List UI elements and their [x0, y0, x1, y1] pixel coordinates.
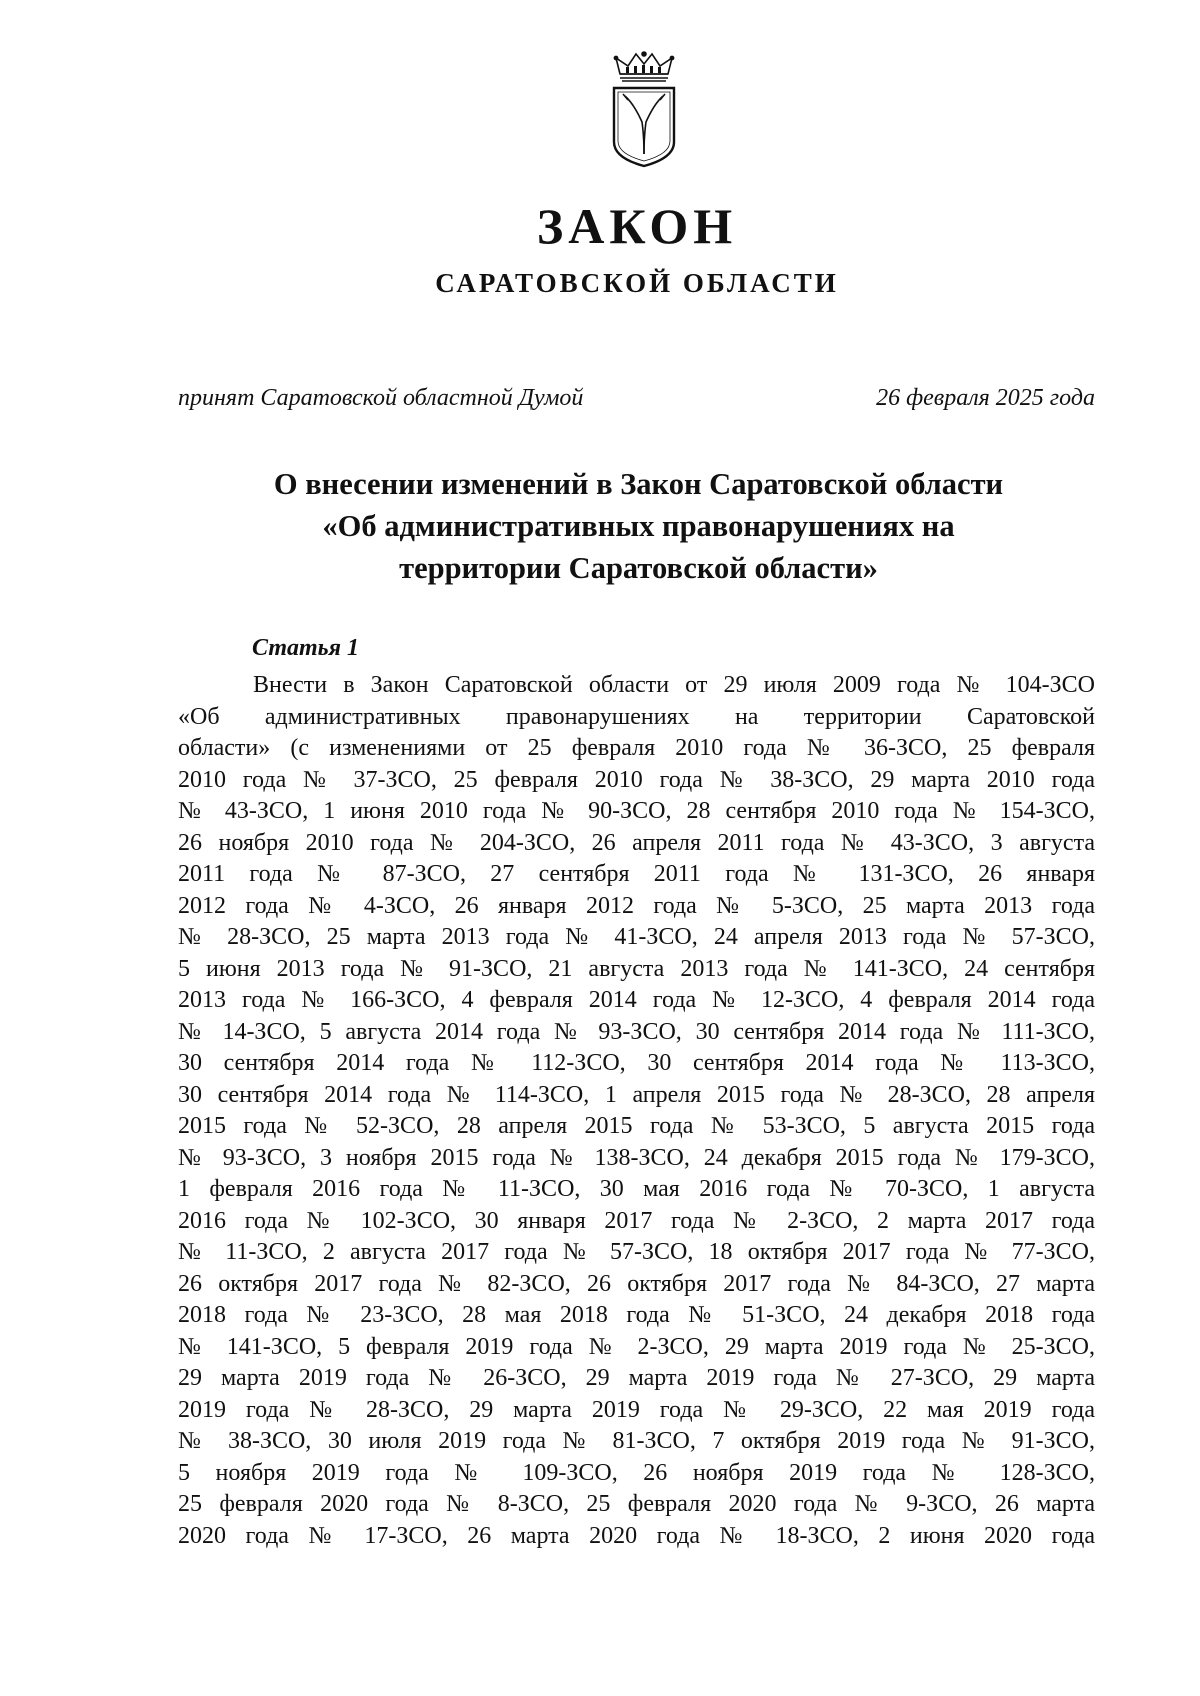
body-line: № 38-ЗСО, 30 июля 2019 года № 81-ЗСО, 7 октября 2019 года № 91-ЗСО, — [178, 1428, 1095, 1454]
law-heading — [160, 463, 1117, 589]
body-line: 26 октября 2017 года № 82-ЗСО, 26 октября 2017 года № 84-ЗСО, 27 марта — [178, 1270, 1095, 1297]
body-line: 25 февраля 2020 года № 8-ЗСО, 25 февраля 2020 года № 9-ЗСО, 26 марта — [178, 1491, 1095, 1517]
document-title: ЗАКОН — [536, 198, 738, 254]
body-line: № 43-ЗСО, 1 июня 2010 года № 90-ЗСО, 28 сентября 2010 года № 154-ЗСО, — [178, 798, 1095, 824]
body-line: 2013 года № 166-ЗСО, 4 февраля 2014 года № 12-ЗСО, 4 февраля 2014 года — [178, 987, 1095, 1013]
adopted-by: принят Саратовской областной Думой — [178, 385, 584, 411]
body-line: 2012 года № 4-ЗСО, 26 января 2012 года № 5-ЗСО, 25 марта 2013 года — [178, 892, 1095, 919]
article-body — [178, 670, 1095, 1552]
body-line: 26 ноября 2010 года № 204-ЗСО, 26 апреля 2011 года № 43-ЗСО, 3 августа — [178, 829, 1095, 856]
body-line: 2018 года № 23-ЗСО, 28 мая 2018 года № 51-ЗСО, 24 декабря 2018 года — [178, 1302, 1095, 1328]
body-line: № 141-ЗСО, 5 февраля 2019 года № 2-ЗСО, 29 марта 2019 года № 25-ЗСО, — [178, 1333, 1095, 1360]
adopted-date: 26 февраля 2025 года — [876, 385, 1095, 411]
adoption-line — [178, 382, 1095, 414]
body-line: «Об административных правонарушениях на территории Саратовской — [178, 703, 1095, 730]
body-line: 2010 года № 37-ЗСО, 25 февраля 2010 года № 38-ЗСО, 29 марта 2010 года — [178, 766, 1095, 793]
body-line: № 28-ЗСО, 25 марта 2013 года № 41-ЗСО, 24 апреля 2013 года № 57-ЗСО, — [178, 924, 1095, 950]
saratov-coat-of-arms-icon — [608, 50, 680, 168]
body-line: 2016 года № 102-ЗСО, 30 января 2017 года № 2-ЗСО, 2 марта 2017 года — [178, 1207, 1095, 1234]
body-line: 2019 года № 28-ЗСО, 29 марта 2019 года № 29-ЗСО, 22 мая 2019 года — [178, 1396, 1095, 1423]
heading-line: О внесении изменений в Закон Саратовской области — [273, 467, 1004, 501]
body-line: № 11-ЗСО, 2 августа 2017 года № 57-ЗСО, 18 октября 2017 года № 77-ЗСО, — [178, 1239, 1095, 1265]
document-subtitle: САРАТОВСКОЙ ОБЛАСТИ — [435, 268, 839, 298]
heading-line: «Об административных правонарушениях на — [322, 509, 955, 543]
body-line: № 93-ЗСО, 3 ноября 2015 года № 138-ЗСО, 24 декабря 2015 года № 179-ЗСО, — [178, 1144, 1095, 1171]
body-line: 5 июня 2013 года № 91-ЗСО, 21 августа 2013 года № 141-ЗСО, 24 сентября — [178, 955, 1095, 982]
body-line: № 14-ЗСО, 5 августа 2014 года № 93-ЗСО, 30 сентября 2014 года № 111-ЗСО, — [178, 1018, 1095, 1045]
body-line: 5 ноября 2019 года № 109-ЗСО, 26 ноября 2019 года № 128-ЗСО, — [178, 1459, 1095, 1486]
body-line: 30 сентября 2014 года № 112-ЗСО, 30 сентября 2014 года № 113-ЗСО, — [178, 1050, 1095, 1076]
body-line: 30 сентября 2014 года № 114-ЗСО, 1 апреля 2015 года № 28-ЗСО, 28 апреля — [178, 1081, 1095, 1108]
body-line: 1 февраля 2016 года № 11-ЗСО, 30 мая 2016 года № 70-ЗСО, 1 августа — [178, 1176, 1095, 1202]
body-line: 2020 года № 17-ЗСО, 26 марта 2020 года № 18-ЗСО, 2 июня 2020 года — [178, 1522, 1095, 1549]
body-line: 29 марта 2019 года № 26-ЗСО, 29 марта 2019 года № 27-ЗСО, 29 марта — [178, 1365, 1095, 1391]
body-line: 2015 года № 52-ЗСО, 28 апреля 2015 года № 53-ЗСО, 5 августа 2015 года — [178, 1113, 1095, 1139]
heading-line: территории Саратовской области» — [399, 551, 878, 585]
body-line: Внести в Закон Саратовской области от 29 июля 2009 года № 104-ЗСО — [253, 672, 1095, 698]
body-line: 2011 года № 87-ЗСО, 27 сентября 2011 года № 131-ЗСО, 26 января — [178, 861, 1095, 887]
body-line: области» (с изменениями от 25 февраля 2010 года № 36-ЗСО, 25 февраля — [178, 735, 1095, 761]
article-title: Статья 1 — [252, 635, 360, 661]
